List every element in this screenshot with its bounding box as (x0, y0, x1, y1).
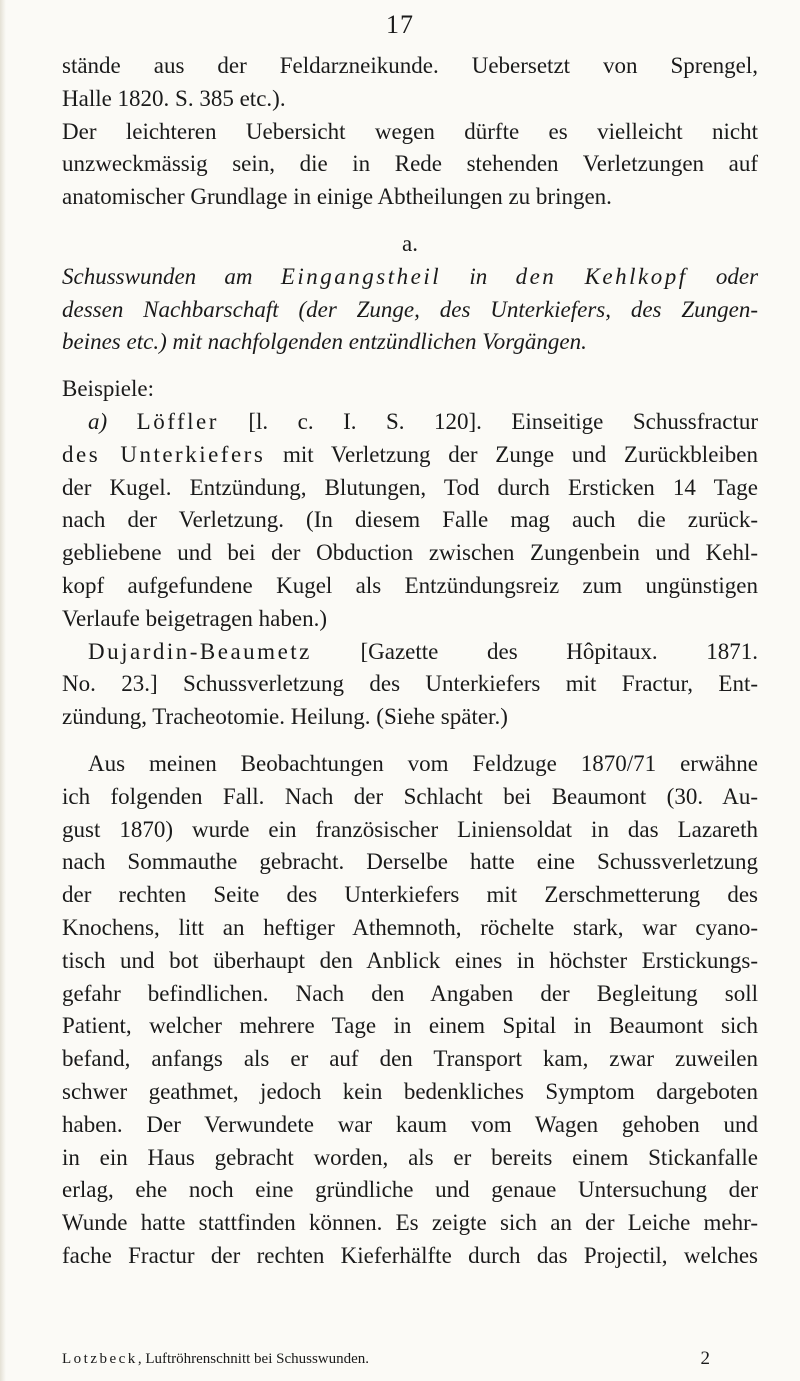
section-heading-line (62, 261, 758, 294)
text-line: gefahr befindlichen. Nach den Angaben der Begleitung soll (62, 980, 758, 1006)
text-line: ich folgenden Fall. Nach der Schlacht bei Beaumont (30. Au- (62, 783, 758, 809)
example-a-author: Löffler (136, 408, 219, 434)
text-fragment: mit Verletzung der Zunge und Zurückbleiben (282, 441, 759, 467)
text-line: Der leichteren Uebersicht wegen dürfte es vielleicht nicht (62, 118, 758, 144)
page-footer (62, 1348, 752, 1370)
example-b-line (62, 636, 758, 669)
example-a-line (62, 406, 758, 439)
text-line: befand, anfangs als er auf den Transport kam, zwar zuweilen (62, 1046, 758, 1072)
text-line: Aus meinen Beobachtungen vom Feldzuge 1870/71 erwähne (88, 750, 758, 776)
text-line: erlag, ehe noch eine gründliche und genaue Untersuchung der (62, 1177, 758, 1203)
example-b-text: [Gazette des Hôpitaux. 1871. (360, 638, 758, 664)
footer-signature-number: 2 (700, 1348, 710, 1369)
text-line: Knochens, litt an heftiger Athemnoth, röchelte stark, war cyano- (62, 914, 758, 940)
text-line: nach der Verletzung. (In diesem Falle mag auch die zurück- (62, 507, 758, 533)
spacer (62, 359, 758, 373)
text-line: Patient, welcher mehrere Tage in einem Spital in Beaumont sich (62, 1013, 758, 1039)
text-line (62, 439, 758, 472)
section-heading-line: dessen Nachbarschaft (der Zunge, des Unterkiefers, des Zungen- (62, 296, 758, 322)
section-marker: a. (402, 230, 418, 256)
text-line: Halle 1820. S. 385 etc.). (62, 85, 286, 111)
text-line: stände aus der Feldarzneikunde. Uebersetzt von Sprengel, (62, 53, 758, 78)
example-a-text: [l. c. I. S. 120]. Einseitige Schussfractur (248, 408, 759, 434)
text-line: unzweckmässig sein, die in Rede stehenden Verletzungen auf (62, 151, 758, 177)
text-line: Verlaufe beigetragen haben.) (62, 605, 327, 631)
text-line: No. 23.] Schussverletzung des Unterkiefers mit Fractur, Ent- (62, 671, 758, 697)
example-a-label: a) (88, 408, 108, 434)
footer-title: , Luftröhrenschnitt bei Schusswunden. (137, 1351, 370, 1367)
page-number: 17 (386, 10, 414, 39)
section-heading-line: beines etc.) mit nachfolgenden entzündlichen Vorgängen. (62, 329, 587, 355)
example-b-author: Dujardin-Beaumetz (88, 638, 312, 664)
spacer (62, 214, 758, 228)
heading-spaced-part: den (515, 263, 557, 289)
text-line: gebliebene und bei der Obduction zwischen Zungenbein und Kehl- (62, 540, 758, 566)
text-line: in ein Haus gebracht worden, als er bereits einem Stickanfalle (62, 1144, 758, 1170)
text-line: der rechten Seite des Unterkiefers mit Zerschmetterung des (62, 882, 758, 908)
footer-author: Lotzbeck (62, 1351, 138, 1367)
heading-spaced-part: Kehlkopf (584, 263, 688, 289)
text-line: kopf aufgefundene Kugel als Entzündungsreiz zum ungünstigen (62, 572, 758, 598)
text-line: zündung, Tracheotomie. Heilung. (Siehe später.) (62, 704, 508, 730)
body-text (62, 50, 758, 1273)
text-line: tisch und bot überhaupt den Anblick eines in höchster Erstickungs- (62, 947, 758, 973)
examples-label: Beispiele: (62, 376, 154, 402)
spaced-term: des Unterkiefers (62, 441, 266, 467)
heading-part: Schusswunden am (62, 263, 253, 289)
text-line: anatomischer Grundlage in einige Abtheilungen zu bringen. (62, 184, 612, 210)
text-line: Wunde hatte stattfinden können. Es zeigte sich an der Leiche mehr- (62, 1210, 758, 1236)
text-line: haben. Der Verwundete war kaum vom Wagen gehoben und (62, 1111, 758, 1137)
text-line: gust 1870) wurde ein französischer Liniensoldat in das Lazareth (62, 816, 758, 842)
text-line: der Kugel. Entzündung, Blutungen, Tod durch Ersticken 14 Tage (62, 474, 758, 500)
text-line: fache Fractur der rechten Kieferhälfte durch das Projectil, welches (62, 1242, 758, 1268)
heading-part: oder (715, 263, 759, 289)
text-line: schwer geathmet, jedoch kein bedenkliches Symptom dargeboten (62, 1078, 758, 1104)
heading-part: in (469, 263, 488, 289)
page-edge-shadow (0, 0, 6, 1381)
spacer (62, 734, 758, 748)
text-line: nach Sommauthe gebracht. Derselbe hatte eine Schussverletzung (62, 849, 758, 875)
heading-spaced-part: Eingangstheil (280, 263, 442, 289)
